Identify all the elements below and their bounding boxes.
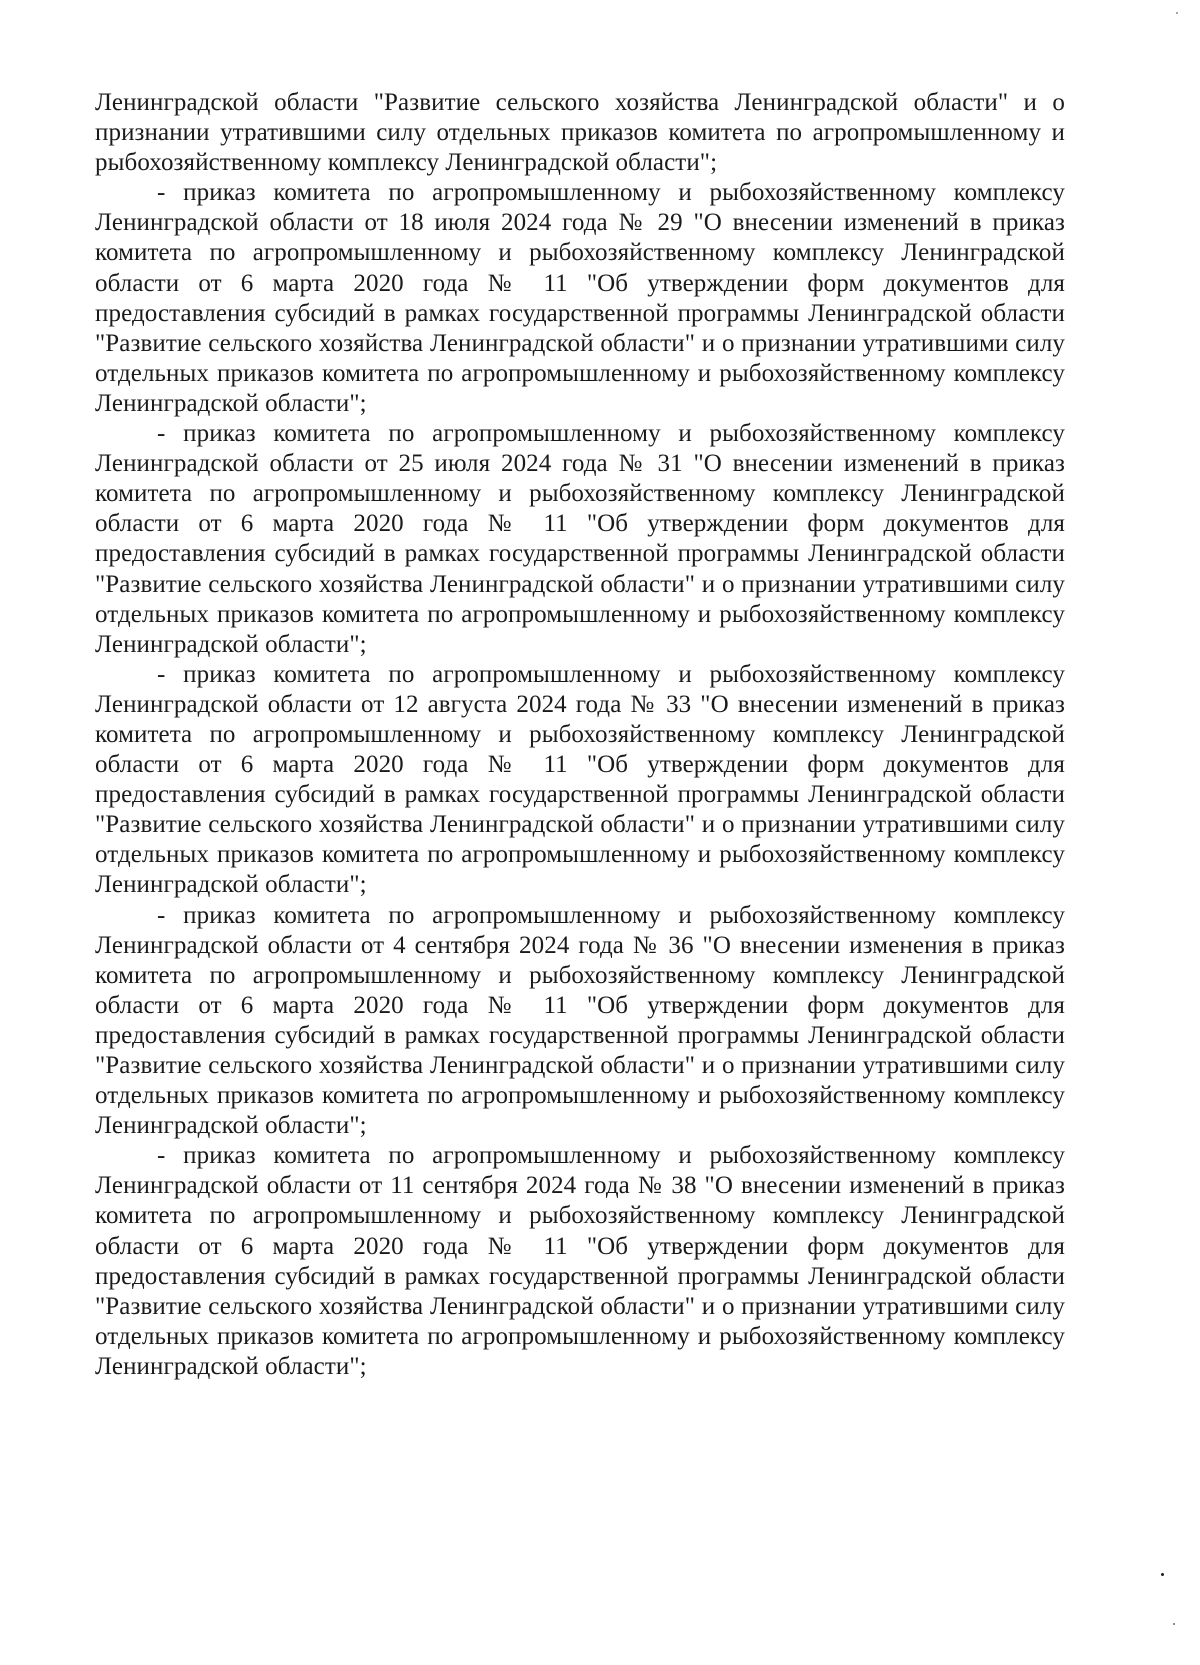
paragraph-order-31: - приказ комитета по агропромышленному и рыбохозяйственному комплексу Ленинградской области от 25 июля 2024 года № 31 "О внесении изменений в приказ комитета по агропромышленному и рыбохозяйственному комплексу Ленинградской области от 6 марта 2020 года № 11 "Об утверждении форм документов для предоставления субсидий в рамках государственной программы Ленинградской области "Развитие сельского хозяйства Ленинградской области" и о признании утратившими силу отдельных приказов комитета по агропромышленному и рыбохозяйственному комплексу Ленинградской области";: [95, 420, 1065, 658]
paragraph-order-36: - приказ комитета по агропромышленному и рыбохозяйственному комплексу Ленинградской области от 4 сентября 2024 года № 36 "О внесении изменения в приказ комитета по агропромышленному и рыбохозяйственному комплексу Ленинградской области от 6 марта 2020 года № 11 "Об утверждении форм документов для предоставления субсидий в рамках государственной программы Ленинградской области "Развитие сельского хозяйства Ленинградской области" и о признании утратившими силу отдельных приказов комитета по агропромышленному и рыбохозяйственному комплексу Ленинградской области";: [95, 901, 1065, 1140]
scan-speck: [1176, 12, 1178, 14]
paragraph-order-33: - приказ комитета по агропромышленному и рыбохозяйственному комплексу Ленинградской области от 12 августа 2024 года № 33 "О внесении изменений в приказ комитета по агропромышленному и рыбохозяйственному комплексу Ленинградской области от 6 марта 2020 года № 11 "Об утверждении форм документов для предоставления субсидий в рамках государственной программы Ленинградской области "Развитие сельского хозяйства Ленинградской области" и о признании утратившими силу отдельных приказов комитета по агропромышленному и рыбохозяйственному комплексу Ленинградской области";: [95, 660, 1065, 899]
paragraph-continuation: Ленинградской области "Развитие сельского хозяйства Ленинградской области" и о признании утратившими силу отдельных приказов комитета по агропромышленному и рыбохозяйственному комплексу Ленинградской области";: [95, 89, 1065, 177]
document-body: [95, 88, 1065, 1382]
paragraph-order-29: - приказ комитета по агропромышленному и рыбохозяйственному комплексу Ленинградской области от 18 июля 2024 года № 29 "О внесении изменений в приказ комитета по агропромышленному и рыбохозяйственному комплексу Ленинградской области от 6 марта 2020 года № 11 "Об утверждении форм документов для предоставления субсидий в рамках государственной программы Ленинградской области "Развитие сельского хозяйства Ленинградской области" и о признании утратившими силу отдельных приказов комитета по агропромышленному и рыбохозяйственному комплексу Ленинградской области";: [95, 179, 1065, 417]
paragraph-order-38: - приказ комитета по агропромышленному и рыбохозяйственному комплексу Ленинградской области от 11 сентября 2024 года № 38 "О внесении изменений в приказ комитета по агропромышленному и рыбохозяйственному комплексу Ленинградской области от 6 марта 2020 года № 11 "Об утверждении форм документов для предоставления субсидий в рамках государственной программы Ленинградской области "Развитие сельского хозяйства Ленинградской области" и о признании утратившими силу отдельных приказов комитета по агропромышленному и рыбохозяйственному комплексу Ленинградской области";: [95, 1142, 1065, 1380]
scan-speck: [1173, 1623, 1175, 1625]
scan-speck: [1161, 1573, 1164, 1576]
